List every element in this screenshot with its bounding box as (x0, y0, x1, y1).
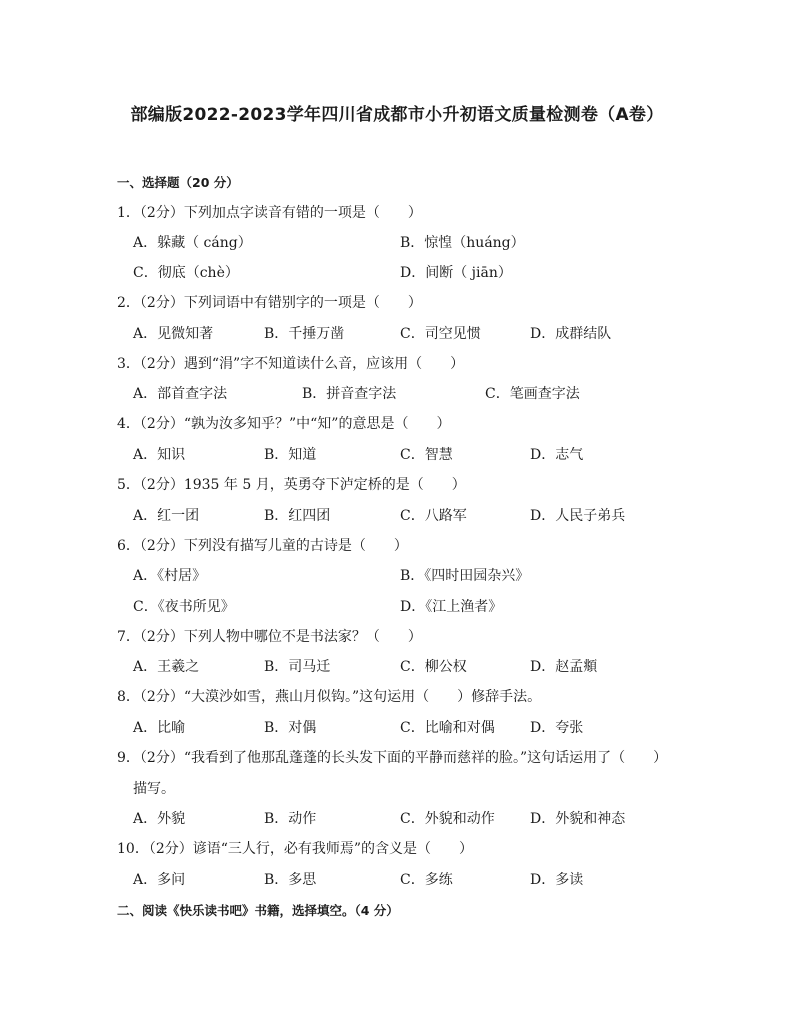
section-heading-choice: 一、选择题（20 分） (117, 175, 239, 190)
question-6: 6．（2分）下列没有描写儿童的古诗是（ ） (117, 538, 408, 554)
option-4d: D．志气 (530, 447, 584, 463)
question-9-continuation: 描写。 (133, 781, 175, 797)
option-6a: A．《村居》 (133, 568, 207, 584)
option-6b: B．《四时田园杂兴》 (400, 568, 530, 584)
option-1c: C．彻底（chè） (133, 265, 239, 281)
question-3: 3．（2分）遇到“涓”字不知道读什么音，应该用（ ） (117, 356, 465, 372)
option-7c: C．柳公权 (400, 659, 467, 675)
question-1: 1．（2分）下列加点字读音有错的一项是（ ） (117, 205, 422, 221)
option-3a: A．部首查字法 (133, 386, 228, 402)
option-5a: A．红一团 (133, 508, 200, 524)
page-title: 部编版2022-2023学年四川省成都市小升初语文质量检测卷（A卷） (130, 105, 664, 125)
question-7: 7．（2分）下列人物中哪位不是书法家？（ ） (117, 629, 422, 645)
option-5b: B．红四团 (264, 508, 331, 524)
option-9c: C．外貌和动作 (400, 811, 495, 827)
option-8c: C．比喻和对偶 (400, 720, 495, 736)
option-4b: B．知道 (264, 447, 317, 463)
option-8a: A．比喻 (133, 720, 186, 736)
question-4: 4．（2分）“孰为汝多知乎？”中“知”的意思是（ ） (117, 416, 451, 432)
option-2a: A．见微知著 (133, 326, 214, 342)
option-10a: A．多问 (133, 872, 186, 888)
question-8: 8．（2分）“大漠沙如雪，燕山月似钩。”这句运用（ ）修辞手法。 (117, 689, 542, 705)
option-2c: C．司空见惯 (400, 326, 481, 342)
option-5c: C．八路军 (400, 508, 467, 524)
question-5: 5．（2分）1935 年 5 月，英勇夺下泸定桥的是（ ） (117, 477, 466, 493)
option-9b: B．动作 (264, 811, 317, 827)
option-7d: D．赵孟頫 (530, 659, 598, 675)
option-4a: A．知识 (133, 447, 186, 463)
option-4c: C．智慧 (400, 447, 453, 463)
option-5d: D．人民子弟兵 (530, 508, 626, 524)
option-2b: B．千捶万凿 (264, 326, 345, 342)
option-6d: D．《江上渔者》 (400, 599, 503, 615)
option-8b: B．对偶 (264, 720, 317, 736)
option-2d: D．成群结队 (530, 326, 612, 342)
option-3b: B．拼音查字法 (302, 386, 397, 402)
option-8d: D．夸张 (530, 720, 584, 736)
option-6c: C．《夜书所见》 (133, 599, 235, 615)
question-2: 2．（2分）下列词语中有错别字的一项是（ ） (117, 295, 422, 311)
option-1a: A．躲藏（ cáng） (133, 235, 252, 251)
option-9a: A．外貌 (133, 811, 186, 827)
option-10d: D．多读 (530, 872, 584, 888)
section-heading-reading: 二、阅读《快乐读书吧》书籍，选择填空。（4 分） (117, 903, 399, 918)
option-10b: B．多思 (264, 872, 317, 888)
question-9: 9．（2分）“我看到了他那乱蓬蓬的长头发下面的平静而慈祥的脸。”这句话运用了（ ） (117, 750, 668, 766)
option-3c: C．笔画查字法 (485, 386, 580, 402)
option-7b: B．司马迁 (264, 659, 331, 675)
question-10: 10．（2分）谚语“三人行，必有我师焉”的含义是（ ） (117, 841, 474, 857)
option-10c: C．多练 (400, 872, 453, 888)
option-7a: A．王羲之 (133, 659, 200, 675)
option-1b: B．惊惶（huáng） (400, 235, 525, 251)
option-1d: D．间断（ jiān） (400, 265, 512, 281)
option-9d: D．外貌和神态 (530, 811, 626, 827)
